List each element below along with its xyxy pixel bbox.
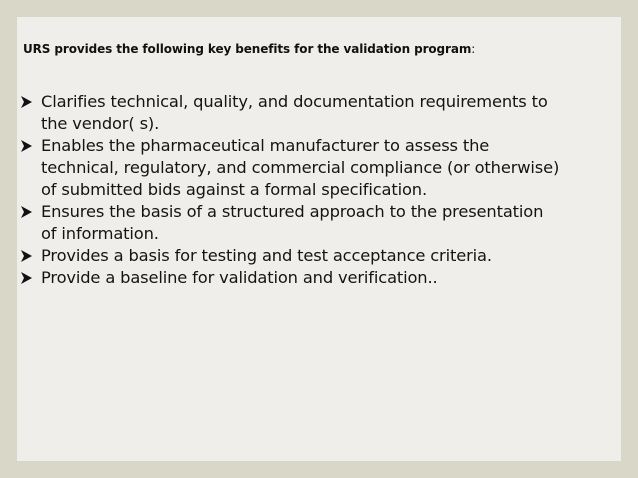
list-item	[17, 201, 617, 245]
list-item-text: Provides a basis for testing and test acceptance criteria.	[41, 246, 492, 265]
benefits-list	[17, 91, 617, 289]
list-item	[17, 267, 617, 289]
list-item-text: Enables the pharmaceutical manufacturer to assess the technical, regulatory, and commercial compliance (or otherwise) of submitted bids against a formal specification.	[41, 136, 560, 199]
slide-heading	[23, 42, 475, 56]
list-item	[17, 135, 617, 201]
list-item	[17, 245, 617, 267]
list-item	[17, 91, 617, 135]
arrow-bullet-icon	[21, 250, 32, 262]
slide-panel	[17, 17, 621, 461]
list-item-text: Ensures the basis of a structured approach to the presentation of information.	[41, 202, 544, 243]
arrow-bullet-icon	[21, 206, 32, 218]
list-item-text: Clarifies technical, quality, and documentation requirements to the vendor( s).	[41, 92, 548, 133]
arrow-bullet-icon	[21, 272, 32, 284]
list-item-text: Provide a baseline for validation and verification..	[41, 268, 438, 287]
arrow-bullet-icon	[21, 96, 32, 108]
slide-heading-text: URS provides the following key benefits for the validation program	[23, 42, 472, 56]
arrow-bullet-icon	[21, 140, 32, 152]
slide-heading-colon: :	[471, 42, 476, 56]
